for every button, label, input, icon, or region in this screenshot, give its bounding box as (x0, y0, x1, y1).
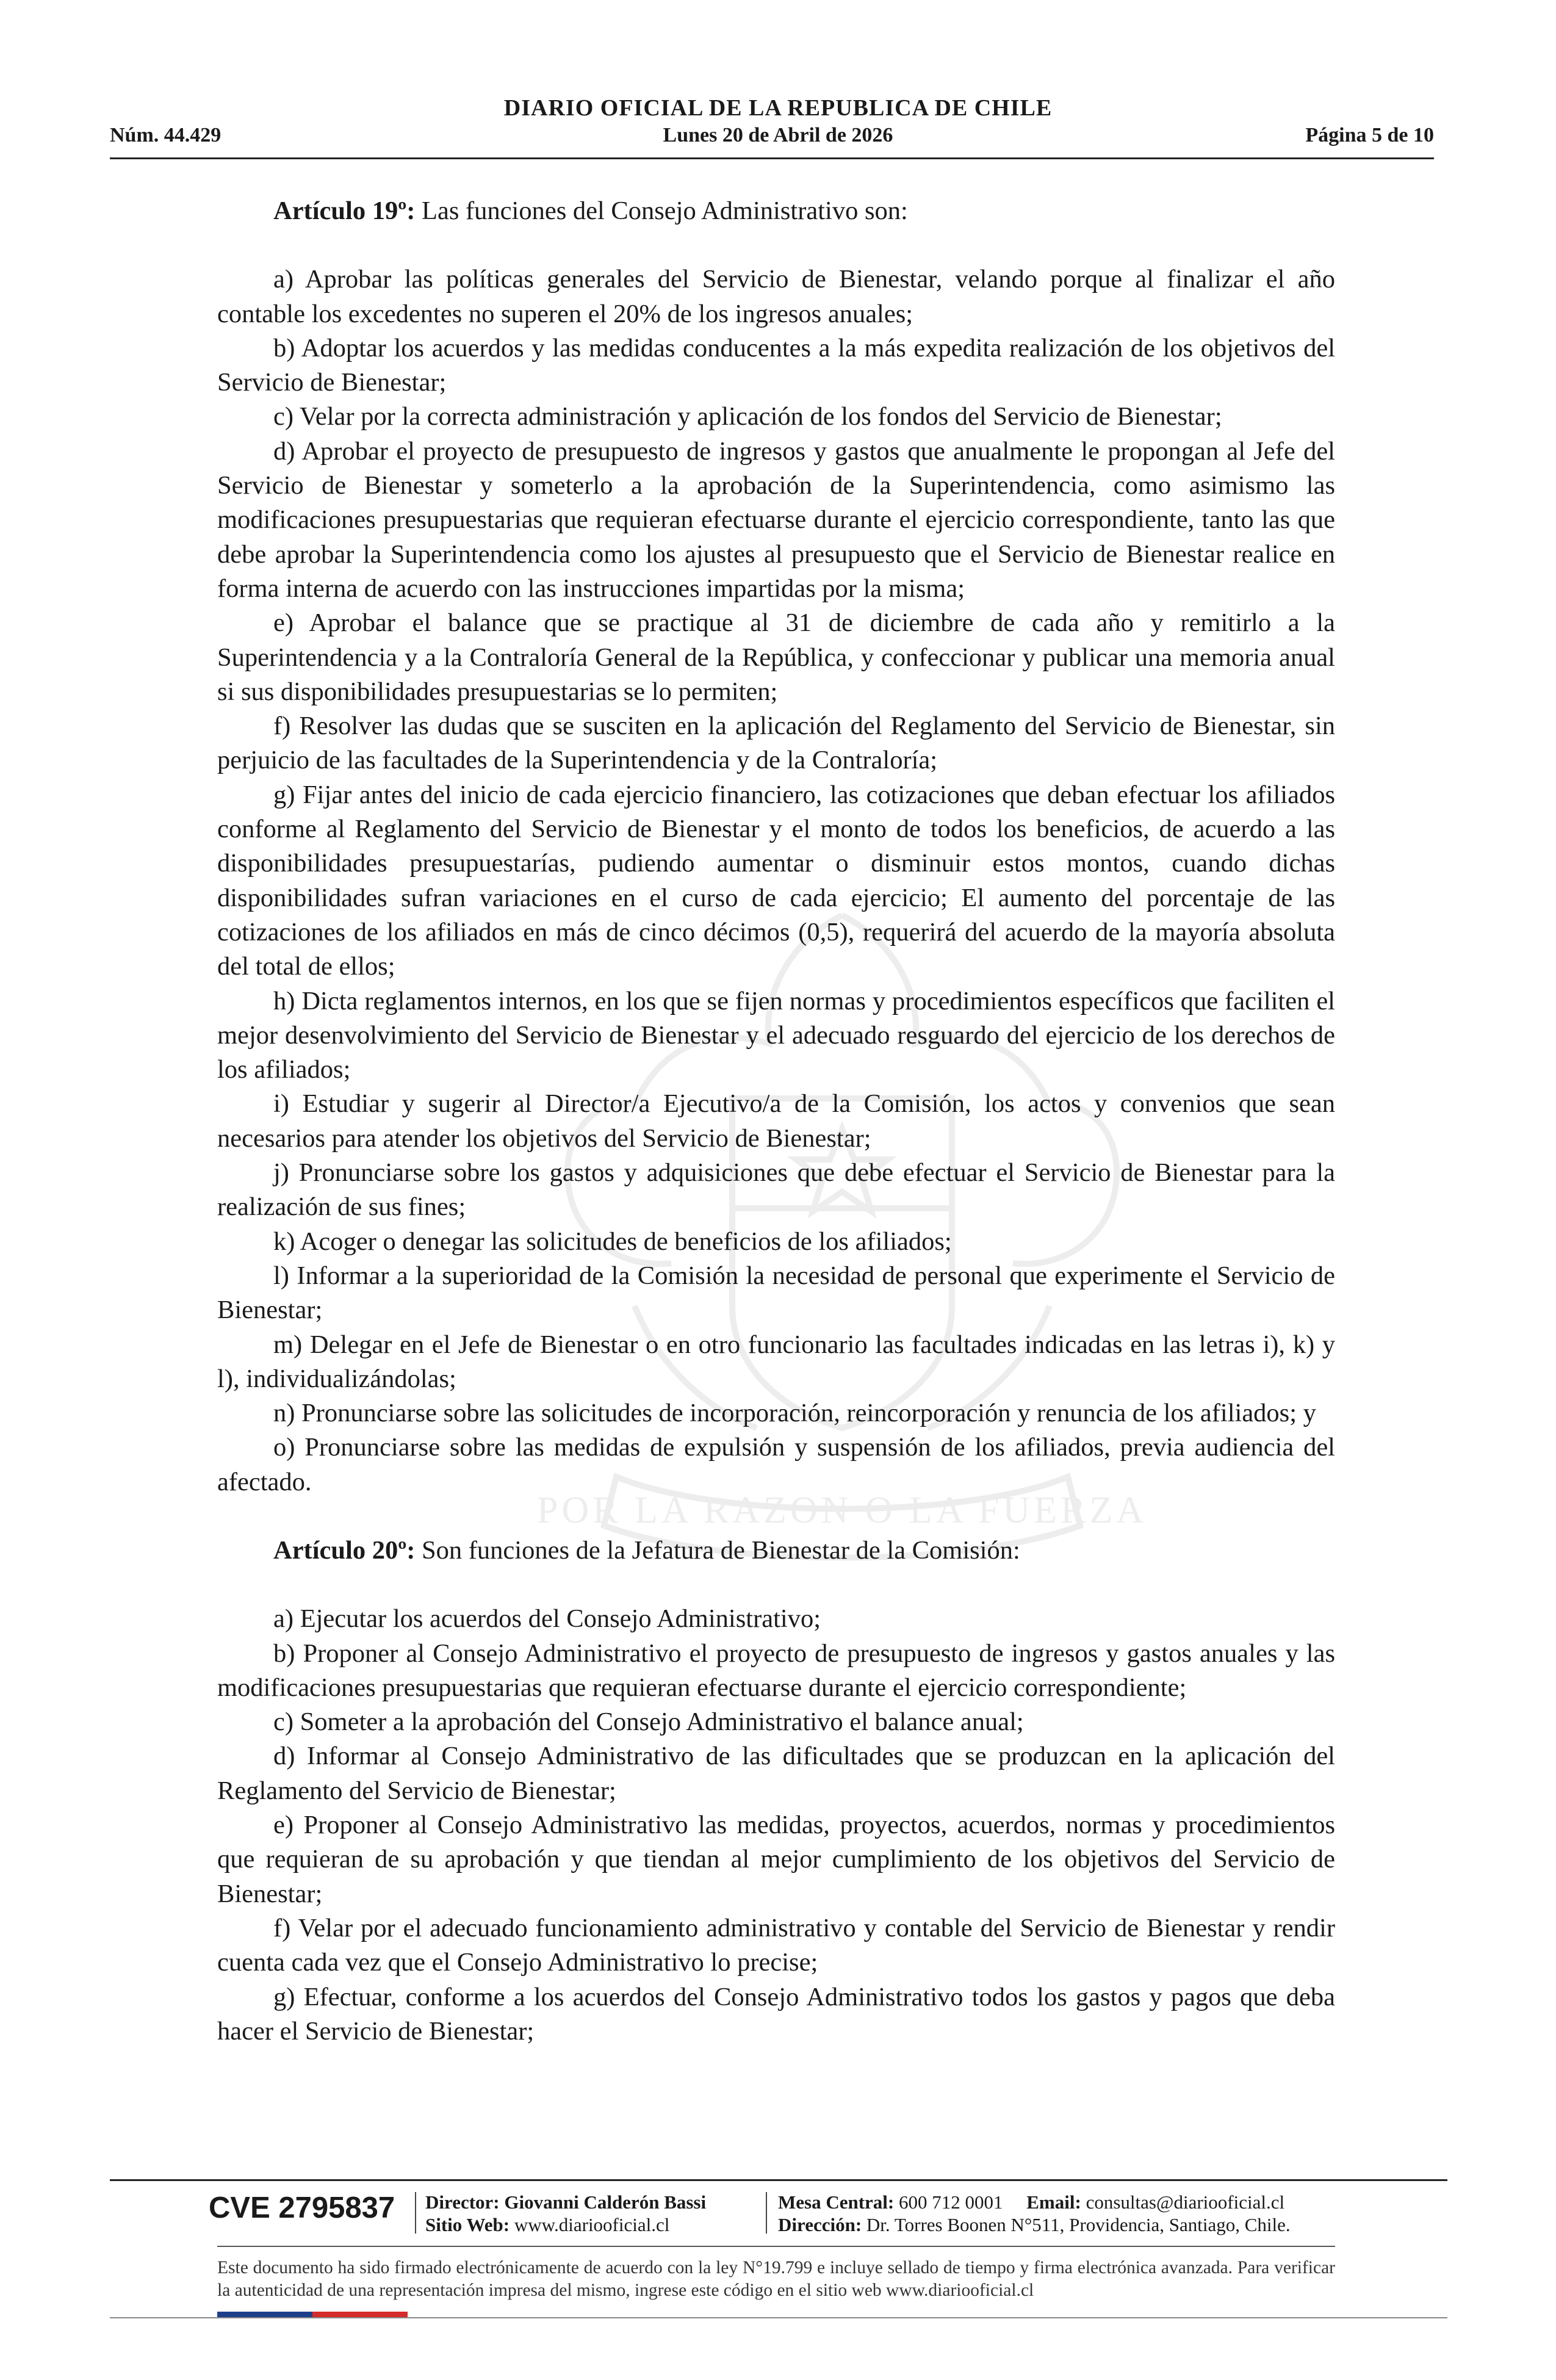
footer-contact-block (778, 2191, 1291, 2236)
footer-separator (415, 2192, 416, 2234)
article-20-item: g) Efectuar, conforme a los acuerdos del Consejo Administrativo todos los gastos y pagos que deba hacer el Servicio de Bienestar; (217, 1982, 1335, 2046)
article-19-item: a) Aprobar las políticas generales del Servicio de Bienestar, velando porque al finalizar el año contable los excedentes no superen el 20% de los ingresos anuales; (217, 265, 1335, 328)
article-20-item: d) Informar al Consejo Administrativo de las dificultades que se produzcan en la aplicación del Reglamento del Servicio de Bienestar; (217, 1742, 1335, 1805)
article-19-item: d) Aprobar el proyecto de presupuesto de ingresos y gastos que anualmente le propongan al Jefe del Servicio de Bienestar y someterlo a la aprobación de la Superintendencia, como asimismo las modificaciones presupuestarias que requieran efectuarse durante el ejercicio correspondiente, tanto las que debe aprobar la Superintendencia como los ajustes al presupuesto que el Servicio de Bienestar realice en forma interna de acuerdo con las instrucciones impartidas por la misma; (217, 436, 1335, 603)
director-label: Director: (425, 2191, 500, 2213)
address-text: Dr. Torres Boonen N°511, Providencia, Santiago, Chile. (866, 2214, 1291, 2235)
article-19-item: b) Adoptar los acuerdos y las medidas conducentes a la más expedita realización de los objetivos del Servicio de Bienestar; (217, 333, 1335, 397)
newspaper-title: DIARIO OFICIAL DE LA REPUBLICA DE CHILE (503, 95, 1053, 121)
article-20-item: c) Someter a la aprobación del Consejo Administrativo el balance anual; (273, 1707, 1024, 1737)
watermark-motto: POR LA RAZON O LA FUERZA (536, 1490, 1148, 1531)
document-body (217, 194, 1335, 2049)
article-19-heading (217, 194, 1335, 228)
article-20-item: b) Proponer al Consejo Administrativo el proyecto de presupuesto de ingresos y gastos anuales y las modificaciones presupuestarias que requieran efectuarse durante el ejercicio correspondiente; (217, 1639, 1335, 1702)
article-19-intro: Las funciones del Consejo Administrativo son: (422, 197, 908, 225)
mesa-central-phone: 600 712 0001 (899, 2191, 1003, 2213)
website-label: Sitio Web: (425, 2214, 510, 2235)
article-19-item: n) Pronunciarse sobre las solicitudes de incorporación, reincorporación y renuncia de los afiliados; y (273, 1399, 1316, 1428)
article-19-item: m) Delegar en el Jefe de Bienestar o en otro funcionario las facultades indicadas en las letras i), k) y l), individualizándolas; (217, 1330, 1335, 1393)
article-20-item: f) Velar por el adecuado funcionamiento administrativo y contable del Servicio de Bienestar y rendir cuenta cada vez que el Consejo Administrativo lo precise; (217, 1913, 1335, 1977)
article-20-label: Artículo 20º: (273, 1535, 416, 1565)
article-19-item: g) Fijar antes del inicio de cada ejercicio financiero, las cotizaciones que deban efectuar los afiliados conforme al Reglamento del Servicio de Bienestar y el monto de todos los beneficios, de acuerdo a las disponibilidades presupuestarías, pudiendo aumentar o disminuir estos montos, cuando dichas disponibilidades sufran variaciones en el curso de cada ejercicio; El aumento del porcentaje de las cotizaciones de los afiliados en más de cinco décimos (0,5), requerirá del acuerdo de la mayoría absoluta del total de ellos; (217, 780, 1335, 981)
page-number: Página 5 de 10 (1305, 124, 1434, 146)
signature-notice: Este documento ha sido firmado electrónicamente de acuerdo con la ley N°19.799 e incluye sellado de tiempo y firma electrónica avanzada. Para verificar la autenticidad de una representación impresa del mismo, ingrese este código en el sitio web www.diariooficial.cl (217, 2258, 1335, 2300)
article-20-item: e) Proponer al Consejo Administrativo las medidas, proyectos, acuerdos, normas y procedimientos que requieran de su aprobación y que tiendan al mejor cumplimiento de los objetivos del Servicio de Bienestar; (217, 1811, 1335, 1908)
article-20-heading (217, 1534, 1335, 1568)
address-label: Dirección: (778, 2214, 862, 2235)
issue-number: Núm. 44.429 (110, 124, 222, 146)
article-19-item: j) Pronunciarse sobre los gastos y adquisiciones que debe efectuar el Servicio de Bienestar para la realización de sus fines; (217, 1158, 1335, 1222)
website-link[interactable]: www.diariooficial.cl (514, 2214, 670, 2235)
header-divider (110, 157, 1434, 159)
article-20-intro: Son funciones de la Jefatura de Bienestar de la Comisión: (422, 1535, 1020, 1565)
email-link[interactable]: consultas@diariooficial.cl (1086, 2191, 1285, 2213)
footer-director-block (425, 2191, 706, 2236)
article-19-label: Artículo 19º: (273, 197, 416, 225)
article-19-item: e) Aprobar el balance que se practique al 31 de diciembre de cada año y remitirlo a la Superintendencia y a la Contraloría General de la República, y confeccionar y publicar una memoria anual si sus disponibilidades presupuestarias se lo permiten; (217, 608, 1335, 706)
footer-divider-middle (217, 2246, 1335, 2247)
article-19-item: c) Velar por la correcta administración y aplicación de los fondos del Servicio de Bienestar; (273, 402, 1222, 431)
article-19-item: o) Pronunciarse sobre las medidas de expulsión y suspensión de los afiliados, previa audiencia del afectado. (217, 1433, 1335, 1496)
issue-date: Lunes 20 de Abril de 2026 (663, 124, 893, 146)
article-19-item: i) Estudiar y sugerir al Director/a Ejecutivo/a de la Comisión, los actos y convenios que sean necesarios para atender los objetivos del Servicio de Bienestar; (217, 1089, 1335, 1153)
footer-divider-top (110, 2179, 1447, 2181)
footer-separator (766, 2192, 767, 2234)
article-19-item: h) Dicta reglamentos internos, en los que se fijen normas y procedimientos específicos que faciliten el mejor desenvolvimiento del Servicio de Bienestar y el adecuado resguardo del ejercicio de los derechos de los afiliados; (217, 986, 1335, 1084)
article-20-item: a) Ejecutar los acuerdos del Consejo Administrativo; (273, 1604, 821, 1634)
email-label: Email: (1026, 2191, 1081, 2213)
director-name: Giovanni Calderón Bassi (504, 2191, 707, 2213)
footer-divider-bottom (110, 2317, 1447, 2318)
mesa-central-label: Mesa Central: (778, 2191, 895, 2213)
article-19-item: k) Acoger o denegar las solicitudes de beneficios de los afiliados; (273, 1227, 952, 1256)
cve-code: CVE 2795837 (209, 2191, 395, 2224)
article-19-item: f) Resolver las dudas que se susciten en la aplicación del Reglamento del Servicio de Bienestar, sin perjuicio de las facultades de la Superintendencia y de la Contraloría; (217, 712, 1335, 775)
article-19-item: l) Informar a la superioridad de la Comisión la necesidad de personal que experimente el Servicio de Bienestar; (217, 1261, 1335, 1325)
